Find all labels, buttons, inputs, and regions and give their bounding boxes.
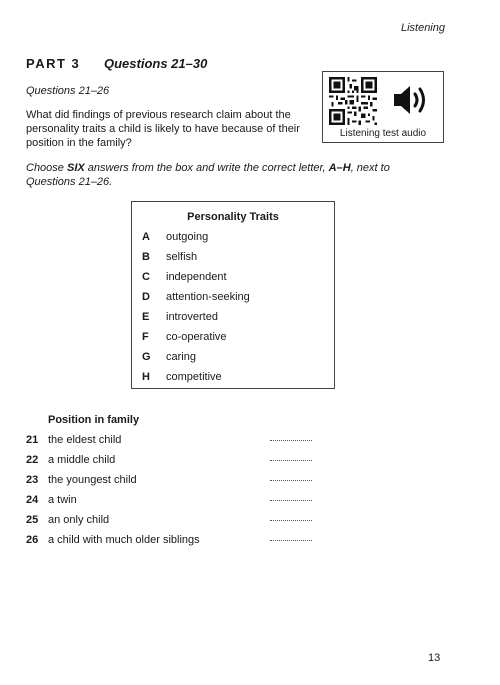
trait-letter: E — [142, 311, 150, 323]
question-number: 22 — [26, 454, 39, 466]
question-label: the eldest child — [48, 434, 122, 446]
question-label: the youngest child — [48, 474, 137, 486]
position-heading: Position in family — [48, 414, 140, 426]
listening-audio-box[interactable] — [322, 71, 444, 143]
question-label: an only child — [48, 514, 110, 526]
instruction-suffix: , next to Questions 21–26. — [26, 162, 390, 188]
question-label: a middle child — [48, 454, 116, 466]
section-label: Listening — [400, 22, 445, 34]
question-row — [26, 434, 326, 448]
question-number: 24 — [26, 494, 39, 506]
trait-letter: G — [142, 351, 151, 363]
question-number: 26 — [26, 534, 39, 546]
question-label: a child with much older siblings — [48, 534, 200, 546]
trait-letter: A — [142, 231, 150, 243]
trait-text: co-operative — [166, 331, 227, 343]
question-label: a twin — [48, 494, 77, 506]
instruction-text — [26, 161, 406, 189]
question-number: 25 — [26, 514, 39, 526]
page-number: 13 — [428, 652, 441, 664]
speaker-icon[interactable] — [391, 82, 431, 118]
instruction-middle: answers from the box and write the correct letter, — [84, 162, 329, 174]
trait-letter: B — [142, 251, 150, 263]
trait-text: independent — [166, 271, 227, 283]
question-row — [26, 534, 326, 548]
trait-letter: H — [142, 371, 150, 383]
trait-letter: D — [142, 291, 150, 303]
trait-text: introverted — [166, 311, 218, 323]
question-row — [26, 494, 326, 508]
personality-traits-box — [131, 201, 335, 389]
trait-text: selfish — [166, 251, 198, 263]
questions-range-title: Questions 21–30 — [104, 56, 208, 71]
instruction-range: A–H — [328, 162, 351, 174]
instruction-prefix: Choose — [26, 162, 67, 174]
instruction-emphasis: SIX — [66, 162, 85, 174]
traits-title: Personality Traits — [187, 211, 279, 223]
answer-blank[interactable] — [270, 460, 312, 461]
question-number: 21 — [26, 434, 39, 446]
trait-letter: C — [142, 271, 150, 283]
trait-text: attention-seeking — [166, 291, 250, 303]
sub-questions-range: Questions 21–26 — [26, 85, 110, 97]
trait-letter: F — [142, 331, 149, 343]
question-number: 23 — [26, 474, 39, 486]
part-title: PART 3 — [26, 56, 81, 71]
question-text: What did findings of previous research claim about the personality traits a child is likely to have because of their position in the family? — [26, 109, 300, 149]
trait-text: competitive — [166, 371, 222, 383]
audio-caption: Listening test audio — [339, 128, 427, 139]
qr-code-icon[interactable] — [329, 77, 377, 125]
question-row — [26, 514, 326, 528]
answer-blank[interactable] — [270, 500, 312, 501]
trait-text: outgoing — [166, 231, 209, 243]
question-row — [26, 454, 326, 468]
trait-text: caring — [166, 351, 196, 363]
answer-blank[interactable] — [270, 540, 312, 541]
answer-blank[interactable] — [270, 520, 312, 521]
question-row — [26, 474, 326, 488]
answer-blank[interactable] — [270, 480, 312, 481]
answer-blank[interactable] — [270, 440, 312, 441]
